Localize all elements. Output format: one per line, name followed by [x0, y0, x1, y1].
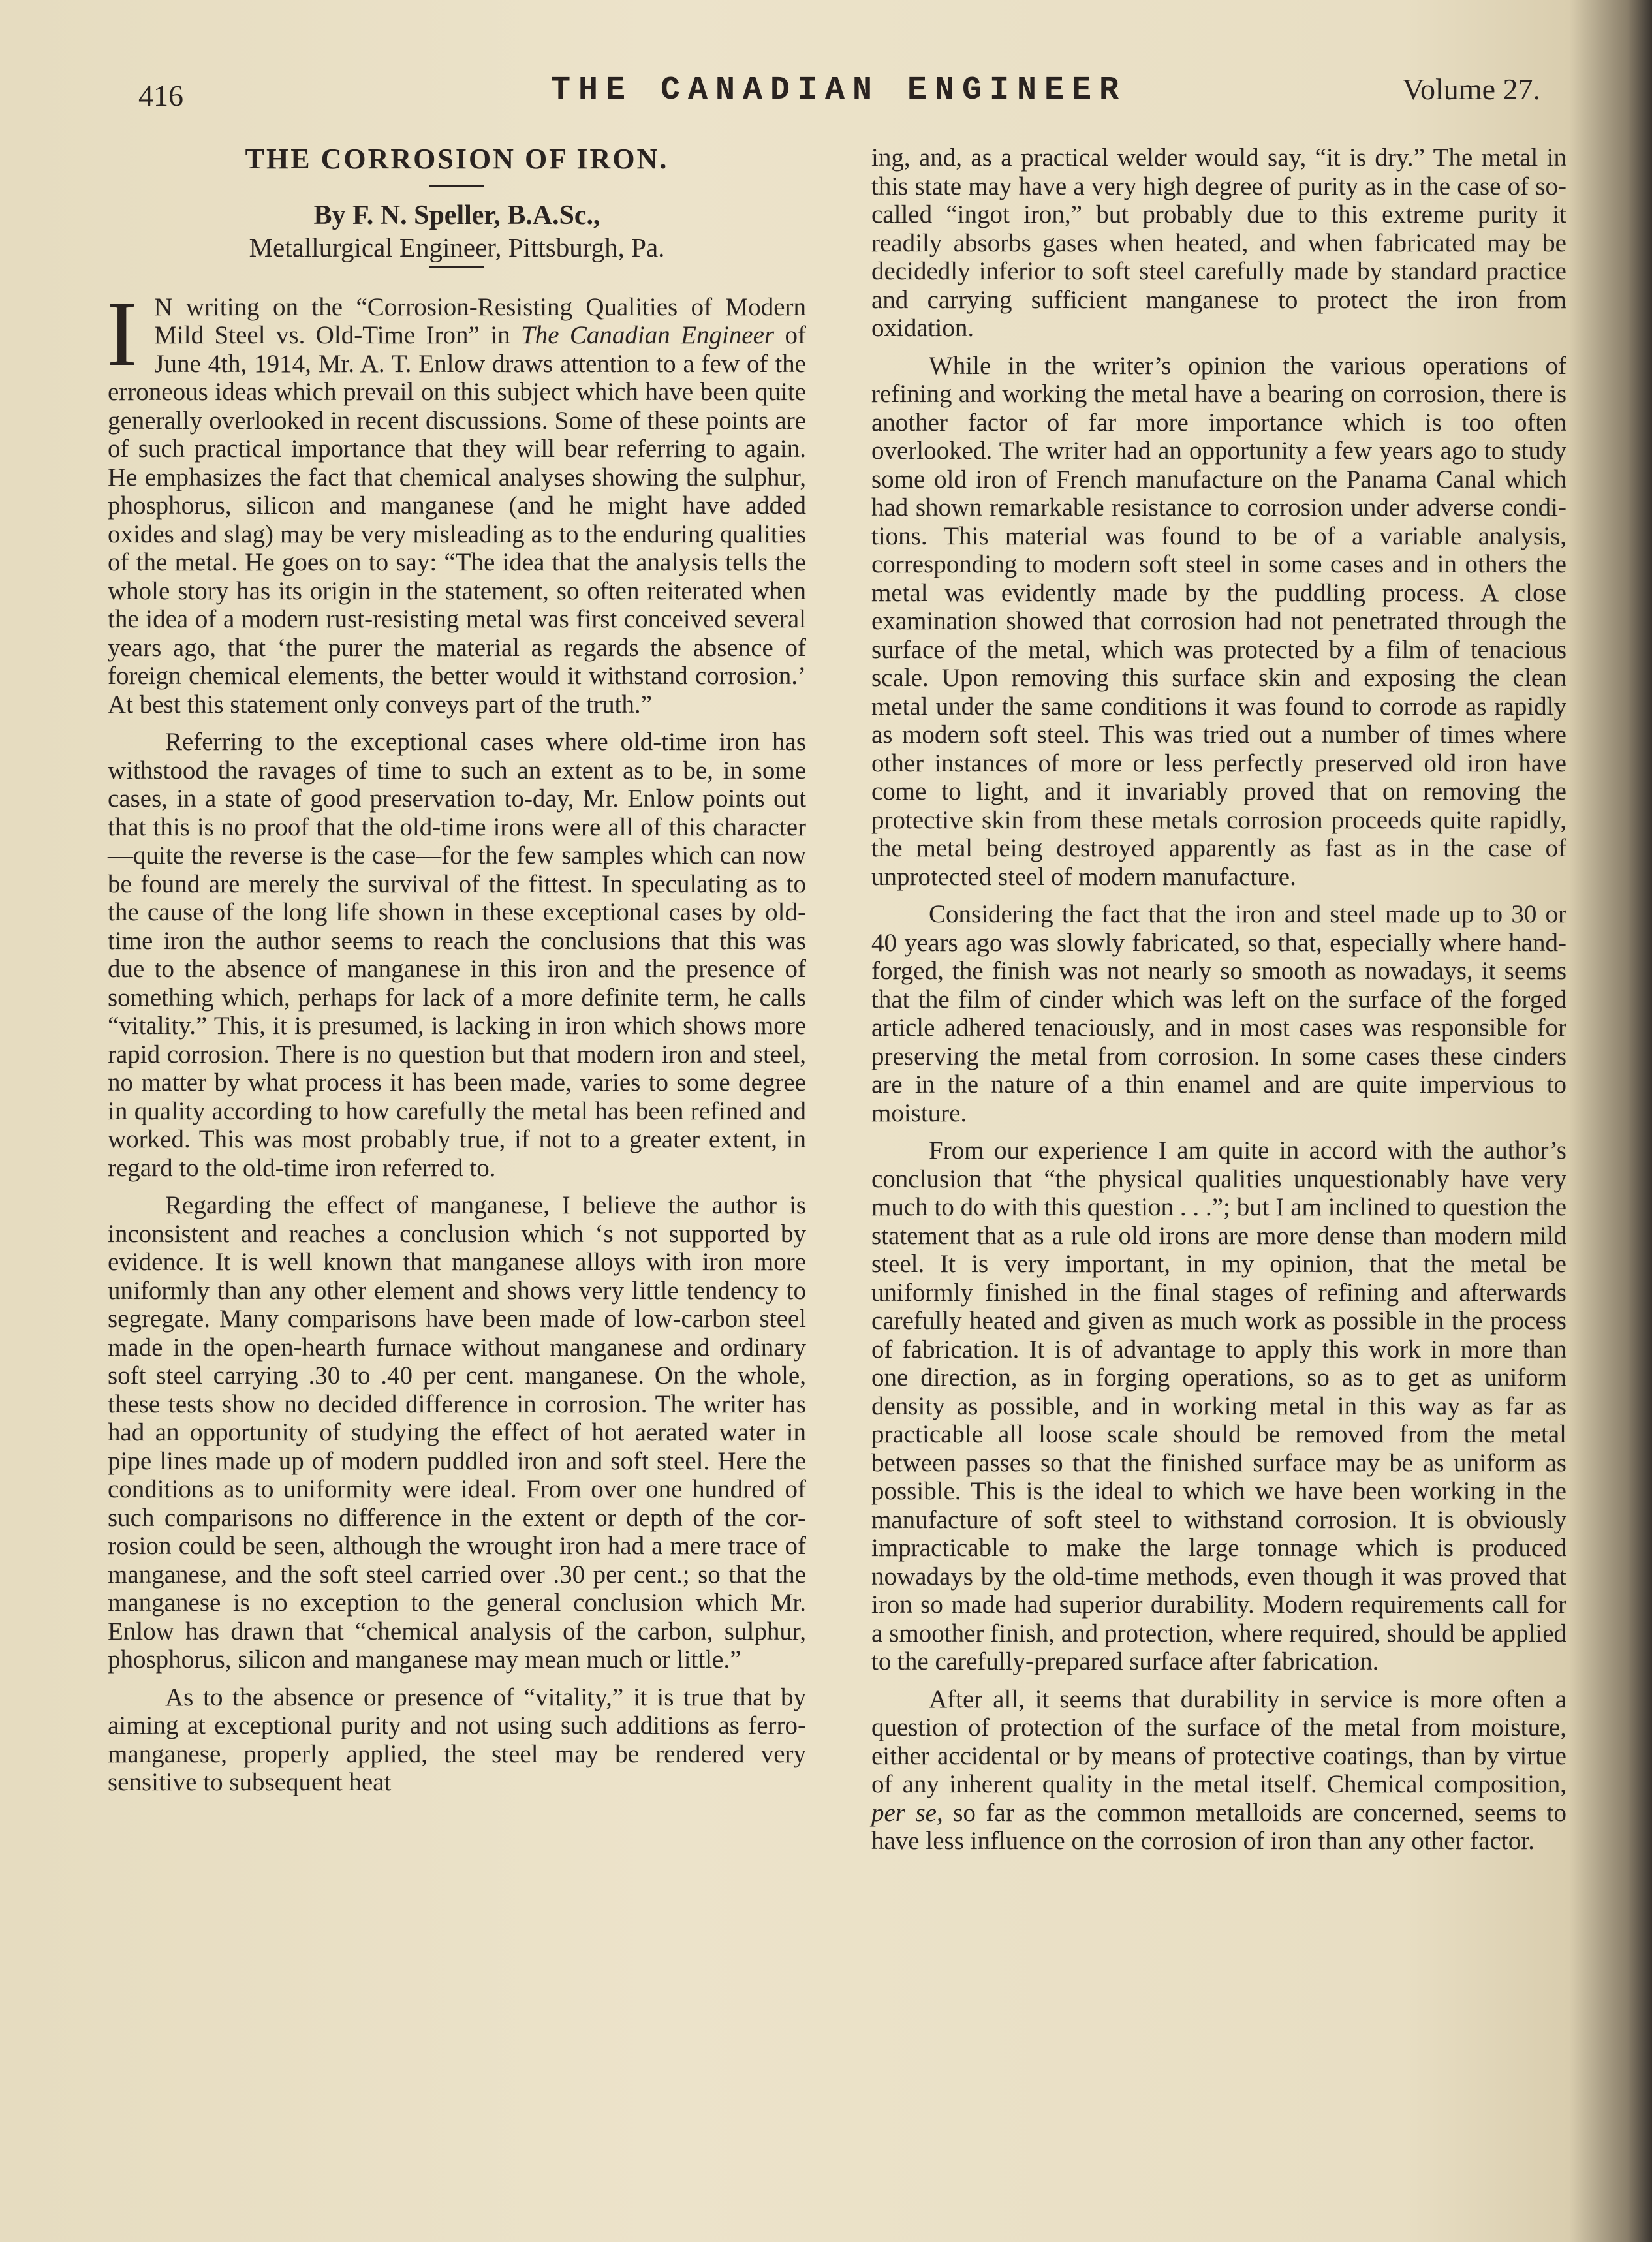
paragraph: [871, 1685, 1566, 1856]
paragraph: Regarding the effect of manganese, I believe the author is inconsistent and reaches a conclusion which ‘s not supported by evidence. It is well known that manganese alloys with iron more uniformly than any other element and shows very little tendency to segregate. Many comparisons have been made of low-carbon steel made in the open-hearth furnace without manganese and ordinary soft steel carrying .30 to .40 per cent. manganese. On the whole, these tests show no decided difference in corrosion. The writer has had an opportunity of studying the effect of hot aerated water in pipe lines made up of modern puddled iron and soft steel. Here the conditions as to uniformity were ideal. From over one hundred of such comparisons no difference in the extent or depth of the corrosion could be seen, although the wrought iron had a mere trace of manganese, and the soft steel carried over .30 per cent.; so that the manganese is no exception to the general conclusion which Mr. Enlow has drawn that “chemical analysis of the carbon, sulphur, phosphorus, silicon and manganese may mean much or little.”: [108, 1191, 806, 1674]
page-number: 416: [138, 79, 183, 112]
paragraph-text: After all, it seems that durability in service is more often a question of protection of the surface of the metal from moisture, either accidental or by means of protective coatings, than by virtue of any inherent quality in the metal itself. Chemical composition,: [871, 1685, 1566, 1798]
paragraph: While in the writer’s opinion the various operations of refining and working the metal have a bearing on corrosion, there is another factor of far more importance which is too often overlooked. The writer had an opportunity a few years ago to study some old iron of French manufacture on the Panama Canal which had shown remarkable resistance to corrosion under adverse conditions. This material was found to be of a variable analysis, corresponding to modern soft steel in some cases and in others the metal was evidently made by the puddling process. A close examination showed that corrosion had not penetrated through the surface of the metal, which was protected by a film of tenacious scale. Upon removing this surface skin and exposing the clean metal under the same conditions it was found to corrode as rapidly as modern soft steel. This was tried out a number of times where other instances of more or less perfectly preserved old iron have come to light, and it invariably proved that on removing the protective skin from these metals corrosion proceeds quite rapidly, the metal being destroyed apparently as fast as in the case of unprotected steel of modern manufacture.: [871, 351, 1566, 891]
paragraph: From our experience I am quite in accord with the author’s conclusion that “the physical qualities unquestionably have very much to do with this question . . .”; but I am inclined to question the statement that as a rule old irons are more dense than modern mild steel. It is very important, in my opinion, that the metal be uniformly finished in the final stages of refining and afterwards carefully heated and given as much work as possible in the process of fabrication. It is of advantage to apply this work in more than one direction, as in forging operations, so as to get as uniform density as possible, and in working metal in this way as far as practicable all loose scale should be removed from the metal between passes so that the finished surface may be as uniform as possible. This is the ideal to which we have been working in the manufacture of soft steel to withstand corrosion. It is obviously impracticable to make the large tonnage which is produced nowadays by the old-time methods, even though it was proved that iron so made had superior durability. Modern requirements call for a smoother finish, and protection, where required, should be applied to the carefully-prepared surface after fabrication.: [871, 1136, 1566, 1675]
journal-title: THE CANADIAN ENGINEER: [550, 72, 1127, 109]
drop-cap: I: [106, 281, 138, 385]
journal-name: The Canadian Engineer: [521, 321, 775, 349]
right-column: [871, 144, 1566, 1856]
page-header: [131, 65, 1547, 124]
paragraph: ing, and, as a practical welder would say, “it is dry.” The metal in this state may have a very high degree of purity as in the case of so-called “ingot iron,” but probably due to this extreme purity it readily absorbs gases when heated, and when fabricated may be decidedly inferior to soft steel carefully made by standard practice and carrying sufficient manganese to protect the iron from oxidation.: [871, 144, 1566, 342]
paragraph-text: , so far as the common metalloids are concerned, seems to have less influence on the corrosion of iron than any other factor.: [871, 1798, 1567, 1855]
paragraph-text: N writing on the “Corrosion-Resisting Qualities of Modern Mild Steel vs. Old-Time Iron” in: [154, 292, 806, 349]
latin-phrase: per se: [871, 1798, 937, 1827]
paragraph: Considering the fact that the iron and steel made up to 30 or 40 years ago was slowly fabricated, so that, especially where hand-forged, the finish was not nearly so smooth as nowadays, it seems that the film of cinder which was left on the surface of the forged article adhered tenaciously, and in most cases was responsible for preserving the metal from corrosion. In some cases these cinders are in the nature of a thin enamel and are quite impervious to moisture.: [871, 900, 1566, 1127]
paragraph: Referring to the exceptional cases where old-time iron has withstood the ravages of time to such an extent as to be, in some cases, in a state of good preservation to-day, Mr. Enlow points out that this is no proof that the old-time irons were all of this character—quite the reverse is the case—for the few samples which can now be found are merely the survival of the fittest. In speculating as to the cause of the long life shown in these exceptional cases by old-time iron the author seems to reach the conclusions that this was due to the absence of manganese in this iron and the presence of something which, perhaps for lack of a more definite term, he calls “vitality.” This, it is presumed, is lacking in iron which shows more rapid corrosion. There is no question but that modern iron and steel, no matter by what process it has been made, varies to some degree in quality according to how carefully the metal has been refined and worked. This was most probably true, if not to a greater extent, in regard to the old-time iron referred to.: [108, 728, 806, 1182]
article-title: THE CORROSION OF IRON.: [245, 143, 669, 175]
left-column: [108, 144, 806, 1797]
paragraph: [106, 281, 806, 719]
byline-rule: [429, 266, 484, 268]
article-byline: By F. N. Speller, B.A.Sc.,: [313, 200, 600, 230]
volume-label: Volume 27.: [1402, 72, 1540, 106]
author-role: Metallurgical Engineer, Pittsburgh, Pa.: [249, 232, 665, 262]
paragraph: As to the absence or presence of “vitality,” it is true that by aiming at exceptional purity and not using such additions as ferro-manganese, properly applied, the steel may be rendered very sensitive to subsequent heat: [108, 1683, 806, 1796]
title-rule: [429, 185, 484, 187]
paragraph-text: of June 4th, 1914, Mr. A. T. Enlow draws attention to a few of the erroneous ideas which prevail on this subject which have been quite generally overlooked in recent discussions. Some of these points are of such practical importance that they will bear referring to again. He emphasizes the fact that chemical analyses showing the sulphur, phosphorus, silicon and manganese (and he might have added oxides and slag) may be very misleading as to the enduring qualities of the metal. He goes on to say: “The idea that the analysis tells the whole story has its origin in the statement, so often reiterated when the idea of a modern rust-resisting metal was first conceived several years ago, that ‘the purer the material as regards the absence of foreign chemical elements, the better would it withstand corrosion.’ At best this statement only conveys part of the truth.”: [108, 321, 806, 719]
